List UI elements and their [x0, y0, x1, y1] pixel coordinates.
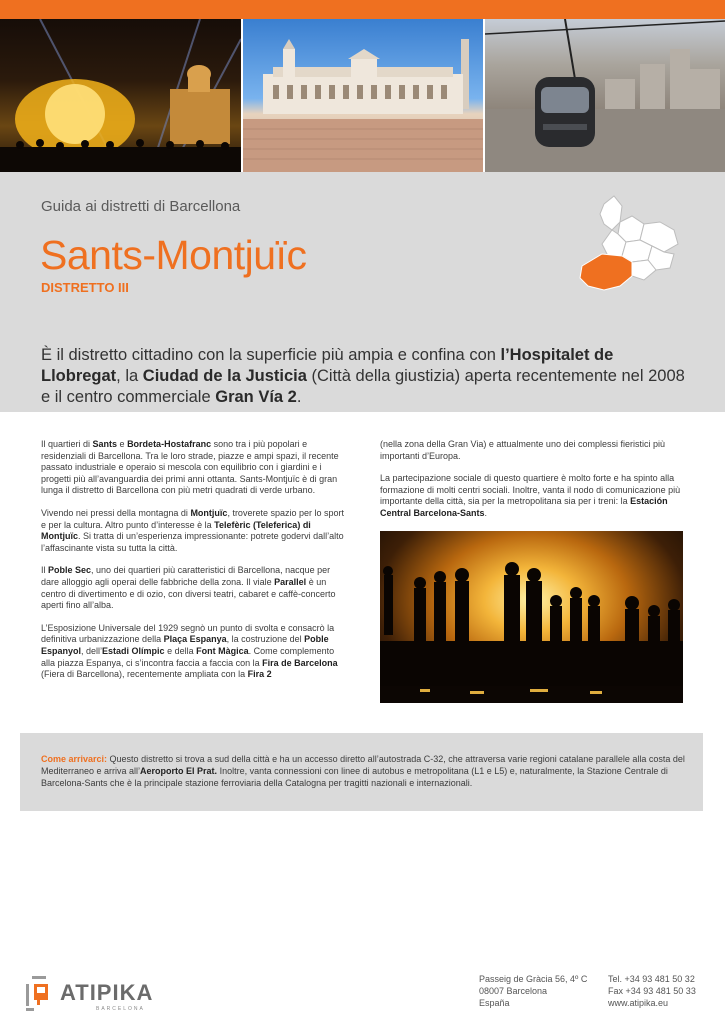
logo-mark-icon	[26, 976, 48, 1011]
atipika-logo	[24, 974, 184, 1012]
how-to-get-there-text: Come arrivarci: Questo distretto si trova a sud della città e ha un accesso diretto all’autostrada C-32, che attraversa varie regioni catalane parallele alla costa del Mediterraneo e arriva all’Aeroporto El Prat. Inoltre, vanta connessioni con linee di autobus e metropolitana (L1 e L5) e, naturalmente, la Stazione Centrale di Barcelona-Sants che è la principale stazione ferroviaria della Catalogna per tragitti nazionali e internazionali.	[41, 754, 685, 788]
footer-address	[479, 973, 587, 1009]
page-title: Sants-Montjuïc	[40, 232, 307, 278]
top-accent-bar	[0, 0, 725, 19]
address-line: 08007 Barcelona	[479, 986, 548, 996]
cable-car-photo	[485, 19, 725, 172]
district-map	[574, 194, 686, 294]
text-column-right	[380, 439, 685, 531]
intro-paragraph: È il distretto cittadino con la superficie più ampia e confina con l’Hospitalet de Llobregat, la Ciudad de la Justicia (Città della giustizia) aperta recentemente nel 2008 e il centro commerciale Gran Vía 2.	[41, 346, 685, 406]
paragraph-poble-sec: Il Poble Sec, uno dei quartieri più caratteristici di Barcellona, nacque per dare alloggio agli operai delle fabbriche della zona. Il viale Parallel è un centro di divertimento e di ozio, con diversi teatri, cabaret e caffè-concerto aperti fino all’alba.	[41, 565, 336, 611]
guide-subtitle: Guida ai distretti di Barcellona	[41, 198, 241, 215]
magic-fountain-photo	[0, 19, 241, 172]
address-line: España	[479, 998, 510, 1008]
paragraph-fira-continued: (nella zona della Gran Via) e attualmente uno dei complessi fieristici più importanti d’Europa.	[380, 439, 665, 461]
paragraph-social: La partecipazione sociale di questo quartiere è molto forte e ha spinto alla formazione di molti centri sociali. Inoltre, vanta il nodo di comunicazione più importante della città, sia per la metropolitana sia per i treni: la Estación Central Barcelona-Sants.	[380, 473, 681, 518]
website-link[interactable]: www.atipika.eu	[608, 998, 669, 1008]
svg-text:BARCELONA: BARCELONA	[96, 1006, 145, 1012]
text-column-left	[41, 439, 346, 692]
paragraph-sants: Il quartieri di Sants e Bordeta-Hostafranc sono tra i più popolari e residenziali di Barcellona. Tra le loro strade, piazze e ampi spazi, il recente passato industriale e operaio si mescola con equilibrio con i giardini e i progetti più all’avanguardia dei primi anni ottanta. Sants-Montjuïc è di gran lunga il distretto di Barcellona con più metri quadrati di verde urbano.	[41, 439, 339, 496]
fountain-crowd-photo	[380, 531, 683, 703]
footer-contacts	[608, 973, 696, 1009]
paragraph-expo-1929: L’Esposizione Universale del 1929 segnò un punto di svolta e consacrò la definitiva urbanizzazione della Plaça Espanya, la costruzione del Poble Espanyol, dell’Estadi Olímpic e della Font Màgica. Come complemento alla piazza Espanya, ci s’incontra faccia a faccia con la Fira de Barcelona (Fiera di Barcellona), recentemente ampliata con la Fira 2	[41, 622, 338, 680]
address-line: Passeig de Gràcia 56, 4º C	[479, 974, 588, 984]
how-to-get-there-label: Come arrivarci:	[41, 754, 108, 764]
paragraph-montjuic: Vivendo nei pressi della montagna di Montjuïc, troverete spazio per lo sport e per la cultura. Altro punto d’interesse è la Telefèric (Teleferica) di Montjuïc. Si tratta di un’esperienza impressionante: potrete godervi dall’alto l’affascinante vista su tutta la città.	[41, 507, 344, 553]
district-label: DISTRETTO III	[41, 280, 129, 295]
header-photo-strip	[0, 19, 725, 172]
phone-number: Tel. +34 93 481 50 32	[608, 974, 695, 984]
fax-number: Fax +34 93 481 50 33	[608, 986, 696, 996]
sants-montjuic-area	[580, 254, 632, 290]
svg-text:ATIPIKA: ATIPIKA	[60, 980, 154, 1005]
olympic-stadium-photo	[243, 19, 483, 172]
